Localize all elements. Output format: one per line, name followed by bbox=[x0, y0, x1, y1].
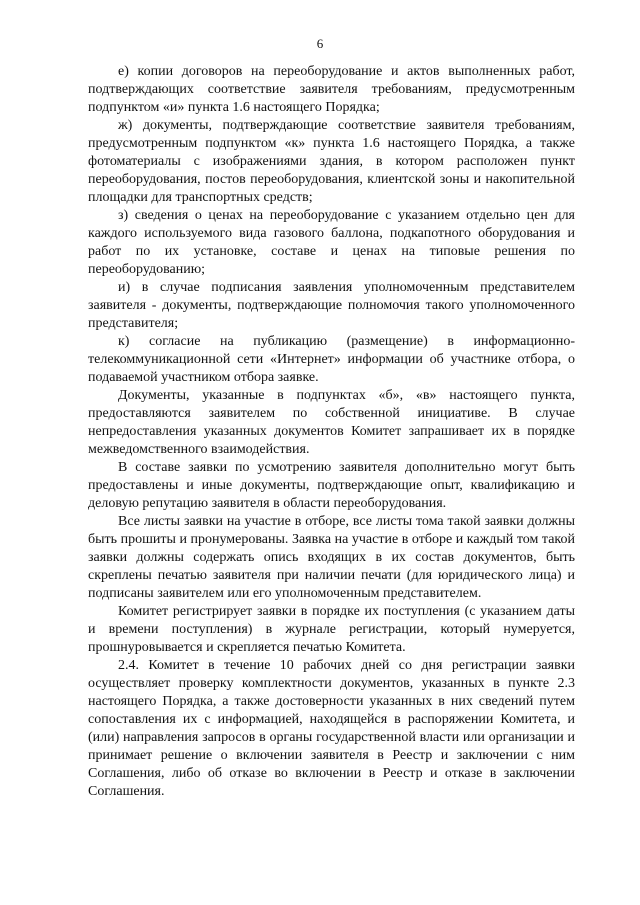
paragraph-registration-journal: Комитет регистрирует заявки в порядке их поступления (с указанием даты и времени поступления) в журнале регистрации, который нумеруется, прошнуровывается и скрепляется печатью Комитета. bbox=[88, 604, 575, 655]
paragraph-e-contract-copies: е) копии договоров на переоборудование и актов выполненных работ, подтверждающих соответствие заявителя требованиям, предусмотренным подпунктом «и» пункта 1.6 настоящего Порядка; bbox=[88, 64, 575, 115]
paragraph-z-price-information: з) сведения о ценах на переоборудование с указанием отдельно цен для каждого используемого вида газового баллона, подкапотного оборудования и работ по их установке, составе и ценах на типовые решения по переоборудованию; bbox=[88, 208, 575, 277]
page-number: 6 bbox=[316, 36, 324, 51]
paragraph-zh-compliance-documents: ж) документы, подтверждающие соответствие заявителя требованиям, предусмотренным подпунктом «к» пункта 1.6 настоящего Порядка, а также фотоматериалы с изображениями здания, в котором расположен пункт переоборудования, постов переоборудования, клиентской зоны и накопительной площадки для транспортных средств; bbox=[88, 118, 575, 205]
paragraph-k-publication-consent: к) согласие на публикацию (размещение) в информационно-телекоммуникационной сети «Интернет» информации об участнике отбора, о подаваемой участником отбора заявке. bbox=[88, 334, 575, 385]
paragraph-additional-documents: В составе заявки по усмотрению заявителя дополнительно могут быть предоставлены и иные документы, подтверждающие опыт, квалификацию и деловую репутацию заявителя в области переоборудования. bbox=[88, 460, 575, 511]
paragraph-interagency-request: Документы, указанные в подпунктах «б», «в» настоящего пункта, предоставляются заявителем по собственной инициативе. В случае непредоставления указанных документов Комитет запрашивает их в порядке межведомственного взаимодействия. bbox=[88, 388, 575, 457]
paragraph-binding-requirements: Все листы заявки на участие в отборе, все листы тома такой заявки должны быть прошиты и пронумерованы. Заявка на участие в отборе и каждый том такой заявки должны содержать опись входящих в их состав документов, быть скреплены печатью заявителя при наличии печати (для юридического лица) и подписаны заявителем или его уполномоченным представителем. bbox=[88, 514, 575, 601]
paragraph-2-4-review: 2.4. Комитет в течение 10 рабочих дней со дня регистрации заявки осуществляет проверку комплектности документов, указанных в пункте 2.3 настоящего Порядка, а также достоверности указанных в них сведений путем сопоставления их с информацией, находящейся в распоряжении Комитета, и (или) направления запросов в органы государственной власти или организации и принимает решение о включении заявителя в Реестр и заключении с ним Соглашения, либо об отказе во включении в Реестр и отказе в заключении Соглашения. bbox=[88, 658, 575, 799]
paragraph-i-representative-documents: и) в случае подписания заявления уполномоченным представителем заявителя - документы, подтверждающие полномочия такого уполномоченного представителя; bbox=[88, 280, 575, 331]
document-body bbox=[88, 63, 575, 801]
